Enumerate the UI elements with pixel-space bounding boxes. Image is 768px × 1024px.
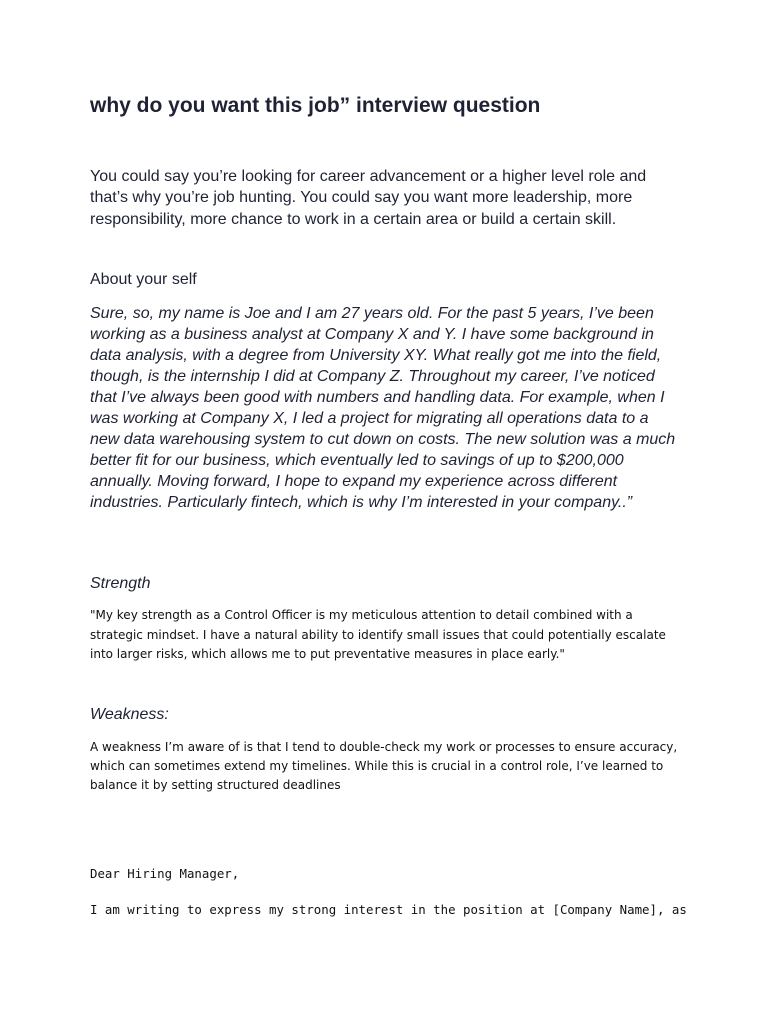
- strength-paragraph: "My key strength as a Control Officer is my meticulous attention to detail combined with a strategic mindset. I have a natural ability to identify small issues that could potentially escalate into larger risks, which allows me to put preventative measures in place early.": [90, 608, 666, 661]
- about-paragraph: Sure, so, my name is Joe and I am 27 years old. For the past 5 years, I’ve been working as a business analyst at Company X and Y. I have some background in data analysis, with a degree from University XY. What really got me into the field, though, is the internship I did at Company Z. Throughout my career, I’ve noticed that I’ve always been good with numbers and handling data. For example, when I was working at Company X, I led a project for migrating all operations data to a new data warehousing system to cut down on costs. The new solution was a much better fit for our business, which eventually led to savings of up to $200,000 annually. Moving forward, I hope to expand my experience across different industries. Particularly fintech, which is why I’m interested in your company..”: [90, 305, 676, 511]
- weakness-heading: Weakness:: [90, 706, 169, 723]
- letter-opening-line: I am writing to express my strong interest in the position at [Company Name], as: [90, 902, 687, 917]
- intro-paragraph: You could say you’re looking for career advancement or a higher level role and that’s why you’re job hunting. You could say you want more leadership, more responsibility, more chance to work in a certain area or build a certain skill.: [90, 168, 647, 228]
- weakness-paragraph: A weakness I’m aware of is that I tend to double-check my work or processes to ensure accuracy, which can sometimes extend my timelines. While this is crucial in a control role, I’ve learned to balance it by setting structured deadlines: [90, 740, 678, 792]
- letter-salutation: Dear Hiring Manager,: [90, 866, 240, 881]
- strength-heading: Strength: [90, 575, 151, 592]
- about-heading: About your self: [90, 271, 197, 288]
- page-title: why do you want this job” interview question: [90, 94, 541, 117]
